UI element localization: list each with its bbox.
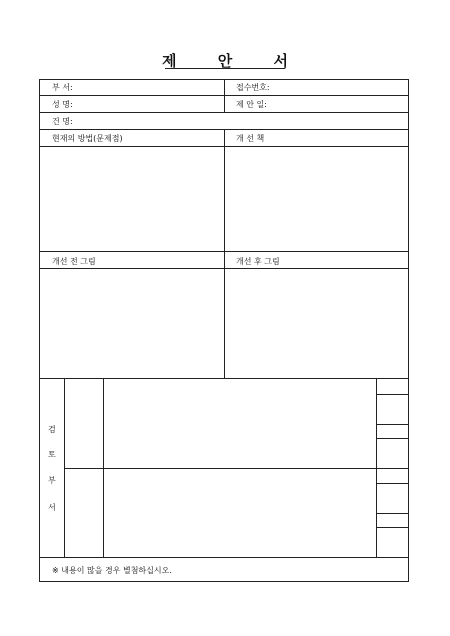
column-divider (224, 129, 225, 378)
title-underline (165, 68, 285, 69)
title-char: 제 (162, 52, 177, 70)
review-dept-label: 검 (48, 425, 56, 434)
title-char: 안 (217, 52, 233, 70)
review-divider (64, 468, 408, 469)
review-cell-line (376, 438, 408, 439)
review-cell-line (376, 483, 408, 484)
improvement-plan-heading: 개 선 책 (236, 134, 265, 143)
subject-field[interactable]: 건 명: (52, 117, 73, 126)
review-cell-line (376, 394, 408, 395)
column-divider (224, 80, 225, 113)
row-divider (40, 251, 408, 252)
before-drawing-heading: 개선 전 그림 (52, 257, 96, 266)
department-field[interactable]: 부 서: (52, 83, 73, 92)
review-dept-label: 토 (48, 450, 56, 459)
receipt-number-field[interactable]: 접수번호: (236, 83, 270, 92)
footer-note: ※ 내용이 많을 경우 별첨하십시오. (52, 566, 172, 575)
row-divider (40, 378, 408, 379)
title-char: 서 (273, 52, 288, 70)
row-divider (40, 557, 408, 558)
proposal-date-field[interactable]: 제 안 일: (236, 100, 267, 109)
current-method-heading: 현재의 방법(문제점) (52, 134, 123, 143)
review-dept-label: 서 (48, 503, 56, 512)
review-dept-label: 부 (48, 476, 56, 485)
name-field[interactable]: 성 명: (52, 100, 73, 109)
review-cell-line (376, 424, 408, 425)
after-drawing-heading: 개선 후 그림 (236, 257, 280, 266)
row-divider (40, 268, 408, 269)
proposal-form (39, 79, 409, 582)
review-cell-line (376, 527, 408, 528)
review-cell-line (376, 513, 408, 514)
